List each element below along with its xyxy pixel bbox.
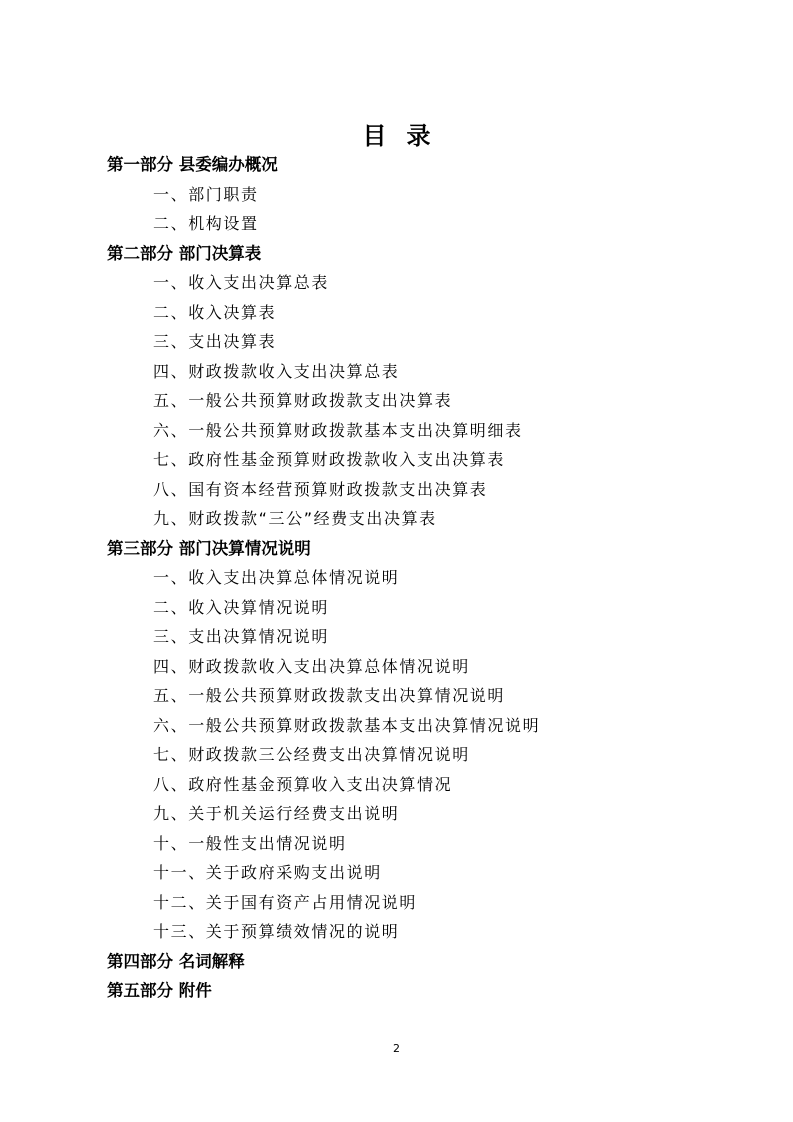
toc-part-heading: 第四部分 名词解释 <box>107 951 245 971</box>
toc-item: 十三、关于预算绩效情况的说明 <box>153 922 400 941</box>
toc-item: 五、一般公共预算财政拨款支出决算情况说明 <box>153 686 506 705</box>
toc-item: 六、一般公共预算财政拨款基本支出决算明细表 <box>153 420 523 440</box>
toc-part-heading: 第五部分 附件 <box>107 981 212 1000</box>
toc-item: 十二、关于国有资产占用情况说明 <box>153 892 418 912</box>
toc-item: 一、收入支出决算总表 <box>153 273 330 292</box>
toc-item: 六、一般公共预算财政拨款基本支出决算情况说明 <box>153 715 541 735</box>
toc-item: 九、关于机关运行经费支出说明 <box>153 804 400 823</box>
toc-item: 二、收入决算表 <box>153 302 277 322</box>
toc-item: 八、政府性基金预算收入支出决算情况 <box>153 774 453 794</box>
toc-item: 十、一般性支出情况说明 <box>153 833 347 853</box>
toc-part-heading: 第二部分 部门决算表 <box>107 243 262 263</box>
page-number: 2 <box>393 1042 400 1055</box>
toc-item: 二、机构设置 <box>153 214 259 233</box>
toc-item: 十一、关于政府采购支出说明 <box>153 863 382 882</box>
toc-item: 七、政府性基金预算财政拨款收入支出决算表 <box>153 450 506 469</box>
table-of-contents <box>107 150 727 1006</box>
page-title: 目录 <box>362 122 451 150</box>
toc-item: 四、财政拨款收入支出决算总表 <box>153 361 400 381</box>
toc-item: 四、财政拨款收入支出决算总体情况说明 <box>153 656 470 676</box>
toc-item: 七、财政拨款三公经费支出决算情况说明 <box>153 745 470 764</box>
toc-item: 八、国有资本经营预算财政拨款支出决算表 <box>153 479 488 499</box>
toc-item: 三、支出决算情况说明 <box>153 627 330 646</box>
toc-part-heading: 第三部分 部门决算情况说明 <box>107 538 311 558</box>
toc-item: 一、部门职责 <box>153 184 259 204</box>
toc-item: 九、财政拨款“三公”经费支出决算表 <box>153 509 437 528</box>
toc-part-heading: 第一部分 县委编办概况 <box>107 155 278 174</box>
toc-item: 一、收入支出决算总体情况说明 <box>153 568 400 587</box>
toc-item: 三、支出决算表 <box>153 332 277 351</box>
toc-item: 五、一般公共预算财政拨款支出决算表 <box>153 391 453 410</box>
toc-item: 二、收入决算情况说明 <box>153 597 330 617</box>
